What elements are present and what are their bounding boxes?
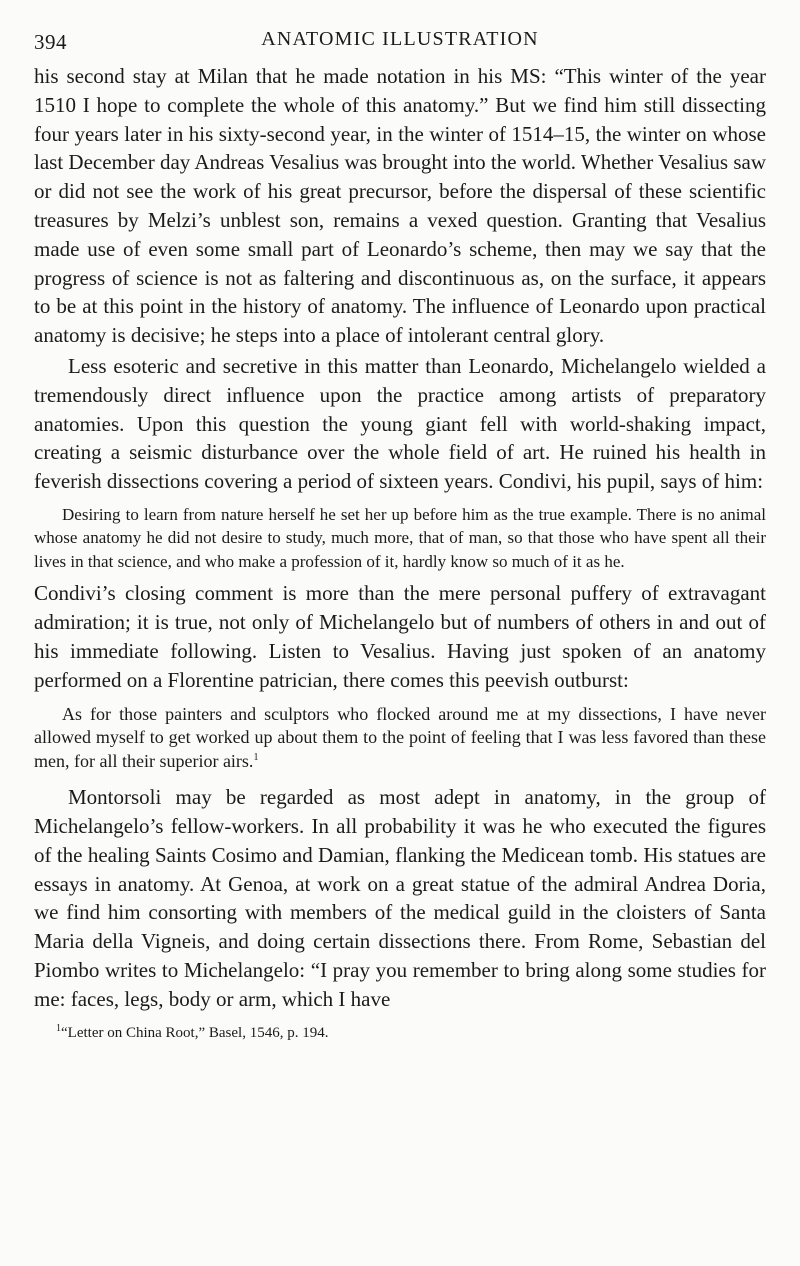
footnote-marker: 1 (56, 1022, 61, 1034)
quote-vesalius (34, 703, 766, 774)
quote-condivi: Desiring to learn from nature herself he set her up before him as the true example. There is no animal whose anatomy he did not desire to study, much more, that of man, so that those who have spent all their lives in that science, and who make a profession of it, hardly know so much of it as he. (34, 504, 766, 571)
paragraph-leonardo: his second stay at Milan that he made notation in his MS: “This winter of the year 1510 I hope to complete the whole of this anatomy.” But we find him still dissecting four years later in his sixty-second year, in the winter of 1514–15, the winter on whose last December day Andreas Vesalius was brought into the world. Whether Vesalius saw or did not see the work of his great precursor, before the dispersal of these scientific treasures by Melzi’s unblest son, remains a vexed question. Granting that Vesalius made use of even some small part of Leonardo’s scheme, then may we say that the progress of science is not as faltering and discontinuous as, on the surface, it appears to be at this point in the history of anatomy. The influence of Leonardo upon practical anatomy is decisive; he steps into a place of intolerant central glory. (34, 64, 766, 348)
running-head: ANATOMIC ILLUSTRATION (261, 28, 539, 50)
page-number: 394 (34, 30, 67, 54)
book-page (34, 26, 766, 1044)
paragraph-montorsoli: Montorsoli may be regarded as most adept in anatomy, in the group of Michelangelo’s fellow-workers. In all probability it was he who executed the figures of the healing Saints Cosimo and Damian, flanking the Medicean tomb. His statues are essays in anatomy. At Genoa, at work on a great statue of the admiral Andrea Doria, we find him consorting with members of the medical guild in the cloisters of Santa Maria della Vigneis, and doing certain dissections there. From Rome, Sebastian del Piombo writes to Michelangelo: “I pray you remember to bring along some studies for me: faces, legs, body or arm, which I have (34, 785, 766, 1011)
paragraph-condivi-comment: Condivi’s closing comment is more than the mere personal puffery of extravagant admiration; it is true, not only of Michelangelo but of numbers of others in and out of his immediate following. Listen to Vesalius. Having just spoken of an anatomy performed on a Florentine patrician, there comes this peevish outburst: (34, 581, 766, 692)
footnote-text: “Letter on China Root,” Basel, 1546, p. 194. (61, 1024, 329, 1041)
quote-vesalius-text: As for those painters and sculptors who flocked around me at my dissections, I have never allowed myself to get worked up about them to the point of feeling that I was less favored than these men, for all their superior airs. (34, 703, 766, 771)
paragraph-michelangelo: Less esoteric and secretive in this matter than Leonardo, Michelangelo wielded a tremendously direct influence upon the practice among artists of preparatory anatomies. Upon this question the young giant fell with world-shaking impact, creating a seismic disturbance over the whole field of art. He ruined his health in feverish dissections covering a period of sixteen years. Condivi, his pupil, says of him: (34, 353, 766, 494)
footnote (56, 1022, 766, 1044)
page-header (34, 26, 766, 62)
footnote-ref: 1 (253, 751, 259, 763)
